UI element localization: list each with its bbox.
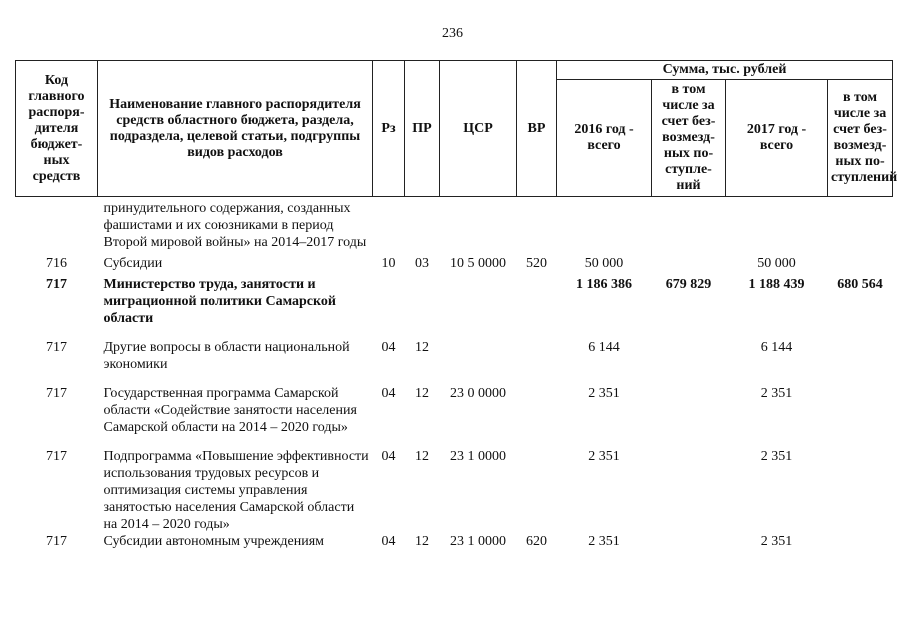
row-rz: 04 [381, 534, 396, 549]
row-name: принудительного содержания, созданных фашистами и их союзниками в период Второй мировой войны» на 2014–2017 годы [103, 201, 367, 250]
row-pr [405, 272, 440, 327]
row-pr: 12 [415, 449, 429, 464]
row-rz: 10 [381, 256, 396, 271]
row-code: 717 [46, 534, 67, 549]
row-pr: 03 [415, 256, 429, 271]
row-pr [405, 197, 440, 252]
header-vr: ВР [517, 61, 557, 197]
row-sum-2016 [557, 197, 652, 252]
row-code: 717 [46, 340, 67, 355]
row-sum-2017: 2 351 [760, 386, 793, 401]
row-bezv-2016 [652, 533, 726, 550]
row-sum-2017: 2 351 [760, 534, 793, 549]
table-row [16, 327, 893, 373]
row-rz [373, 272, 405, 327]
header-sum-2017: 2017 год - всего [726, 80, 828, 197]
row-csr: 23 1 0000 [450, 449, 506, 464]
table-body [16, 197, 893, 551]
header-name: Наименование главного распорядителя средств областного бюджета, раздела, подраздела, целевой статьи, подгруппы видов расходов [98, 61, 373, 197]
row-name: Другие вопросы в области национальной экономики [103, 340, 350, 372]
row-code [16, 197, 98, 252]
row-bezv-2017 [828, 436, 893, 533]
row-sum-2016: 2 351 [588, 449, 620, 464]
row-sum-2017: 50 000 [757, 256, 796, 271]
row-rz [373, 197, 405, 252]
header-sum-group: Сумма, тыс. рублей [557, 61, 893, 80]
header-bezv-2016: в том числе за счет без-возмезд-ных по-ступле-ний [652, 80, 726, 197]
row-bezv-2017 [828, 197, 893, 252]
row-pr: 12 [415, 534, 429, 549]
row-sum-2016: 2 351 [588, 534, 620, 549]
row-code: 717 [46, 386, 67, 401]
table-row [16, 533, 893, 550]
row-name: Субсидии автономным учреждениям [103, 534, 325, 549]
table-row [16, 197, 893, 252]
header-pr: ПР [405, 61, 440, 197]
row-name: Подпрограмма «Повышение эффективности использования трудовых ресурсов и оптимизация системы управления занятостью населения Самарской области на 2014 – 2020 годы» [103, 449, 369, 532]
row-csr [440, 197, 517, 252]
row-sum-2016: 6 144 [588, 340, 620, 355]
row-sum-2017: 1 188 439 [748, 277, 805, 292]
row-pr: 12 [415, 386, 429, 401]
row-bezv-2016 [652, 436, 726, 533]
budget-table [15, 60, 898, 550]
row-sum-2016: 2 351 [588, 386, 620, 401]
row-bezv-2016 [652, 373, 726, 436]
row-bezv-2016 [652, 197, 726, 252]
header-sum-2016: 2016 год - всего [557, 80, 652, 197]
row-csr: 10 5 0000 [450, 256, 506, 271]
table-row [16, 272, 893, 327]
header-code: Код главного распоря-дителя бюджет-ных средств [16, 61, 98, 197]
row-name: Субсидии [103, 256, 163, 271]
row-vr [517, 272, 557, 327]
table-row [16, 436, 893, 533]
row-bezv-2016 [652, 327, 726, 373]
row-vr [517, 373, 557, 436]
page-number: 236 [442, 26, 463, 41]
row-vr: 620 [526, 534, 547, 549]
header-csr: ЦСР [440, 61, 517, 197]
row-sum-2016: 1 186 386 [576, 277, 632, 292]
row-bezv-2016: 679 829 [665, 277, 712, 292]
row-vr [517, 197, 557, 252]
row-rz: 04 [381, 449, 396, 464]
row-sum-2017 [726, 197, 828, 252]
row-rz: 04 [381, 386, 396, 401]
row-pr: 12 [415, 340, 429, 355]
row-code: 717 [46, 449, 67, 464]
row-vr [517, 436, 557, 533]
row-code: 717 [46, 277, 67, 292]
row-csr [440, 327, 517, 373]
row-csr: 23 1 0000 [450, 534, 506, 549]
row-bezv-2017 [828, 251, 893, 272]
row-vr: 520 [526, 256, 547, 271]
table-row [16, 251, 893, 272]
row-vr [517, 327, 557, 373]
row-bezv-2017 [828, 327, 893, 373]
row-name: Министерство труда, занятости и миграционной политики Самарской области [103, 277, 336, 326]
header-bezv-2017: в том числе за счет без-возмезд-ных по-ступлений [828, 80, 893, 197]
row-bezv-2017: 680 564 [837, 277, 883, 292]
row-name: Государственная программа Самарской области «Содействие занятости населения Самарской области на 2014 – 2020 годы» [103, 386, 357, 435]
row-csr: 23 0 0000 [450, 386, 506, 401]
row-bezv-2017 [828, 533, 893, 550]
row-bezv-2017 [828, 373, 893, 436]
table-row [16, 373, 893, 436]
row-rz: 04 [381, 340, 396, 355]
table-header [16, 61, 898, 197]
row-sum-2016: 50 000 [584, 256, 624, 271]
row-code: 716 [46, 256, 67, 271]
row-csr [440, 272, 517, 327]
row-sum-2017: 6 144 [760, 340, 793, 355]
header-rz: Рз [373, 61, 405, 197]
row-bezv-2016 [652, 251, 726, 272]
row-sum-2017: 2 351 [760, 449, 793, 464]
